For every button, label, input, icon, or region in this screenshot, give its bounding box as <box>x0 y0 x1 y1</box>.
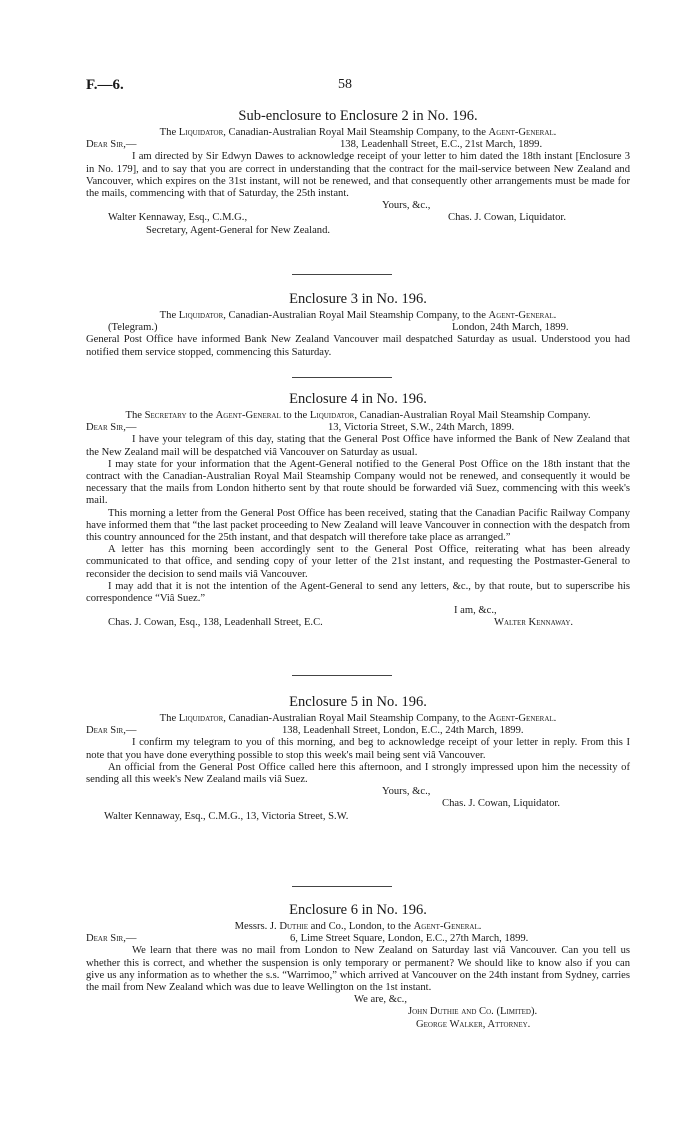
enclosure-3-title: Enclosure 3 in No. 196. <box>289 291 427 307</box>
salutation: Dear Sir,— <box>86 139 137 151</box>
addressee-line <box>86 617 630 629</box>
signature: Chas. J. Cowan, Liquidator. <box>442 798 560 810</box>
sub-enclosure-section <box>86 108 630 237</box>
address-date: 138, Leadenhall Street, London, E.C., 24th March, 1899. <box>282 725 524 737</box>
telegram-body: General Post Office have informed Bank New Zealand Vancouver mail despatched Saturday as usual. Understood you had notified them service stopped, commencing this Saturday. <box>86 334 630 358</box>
closing: We are, &c., <box>354 994 407 1006</box>
page-number: 58 <box>338 77 352 92</box>
caption-via: Agent-General <box>215 410 281 421</box>
addressee: Walter Kennaway, Esq., C.M.G., 13, Victoria Street, S.W. <box>104 810 349 822</box>
caption-to: Agent-General <box>488 127 554 138</box>
enclosure-6-title: Enclosure 6 in No. 196. <box>289 902 427 918</box>
caption-text: to the <box>186 410 216 421</box>
section-divider <box>292 675 392 676</box>
telegram-label: (Telegram.) <box>108 322 158 334</box>
caption-from: Liquidator <box>178 713 224 724</box>
letter-paragraph-1: I have your telegram of this day, stating that the General Post Office have informed the Bank of New Zealand that the New Zealand mail will be despatched viâ Vancouver on Saturday as usual. <box>86 434 630 458</box>
closing-line <box>86 994 630 1006</box>
signature-line <box>86 798 630 810</box>
addressee-line <box>86 811 630 823</box>
addressee: Chas. J. Cowan, Esq., 138, Leadenhall Street, E.C. <box>108 617 323 629</box>
signature-attorney: George Walker, Attorney. <box>416 1018 531 1030</box>
signature-line-2 <box>86 1019 630 1031</box>
caption-text: . <box>478 921 482 932</box>
addressee-title: Secretary, Agent-General for New Zealand. <box>146 224 331 236</box>
address-date: 138, Leadenhall Street, E.C., 21st March, 1899. <box>340 139 543 151</box>
caption-text: , Canadian-Australian Royal Mail Steamship Company, to the <box>223 127 489 138</box>
address-date: 13, Victoria Street, S.W., 24th March, 1899. <box>328 422 515 434</box>
enclosure-3-caption <box>86 310 630 322</box>
caption-to: Agent-General <box>413 921 479 932</box>
letter-paragraph-1: I confirm my telegram to you of this morning, and beg to acknowledge receipt of your letter in reply. From this I note that you have done everything possible to stop this week's mail being sent viâ Vancouver. <box>86 737 630 761</box>
salutation: Dear Sir,— <box>86 725 137 737</box>
signature-line <box>86 1006 630 1018</box>
closing-line <box>86 786 630 798</box>
caption-from: Liquidator <box>178 310 224 321</box>
enclosure-4-title: Enclosure 4 in No. 196. <box>289 391 427 407</box>
closing: I am, &c., <box>454 605 497 617</box>
caption-text: . <box>553 713 557 724</box>
caption-text: Messrs. <box>234 921 270 932</box>
letter-body: We learn that there was no mail from London to New Zealand on Saturday last viâ Vancouver. Can you tell us whether this is correct, and whether the suspension is only temporary or permanent? We should like to know also if you can give us any information as to whether the s.s. “Warrimoo,” which arrived at Vancouver on the 24th instant from Sydney, carries the mail from New Zealand which was due to leave Wellington on the 1st instant. <box>86 945 630 993</box>
sub-enclosure-title: Sub-enclosure to Enclosure 2 in No. 196. <box>238 108 478 124</box>
letter-paragraph-3: This morning a letter from the General Post Office has been received, stating that the Canadian Pacific Railway Company have informed them that “the last packet proceeding to New Zealand will leave Vancouver in connection with the despatch from this country announced for the 25th instant, and that despatch will therefore take place as arranged.” <box>86 507 630 544</box>
letter-paragraph-5: I may add that it is not the intention of the Agent-General to send any letters, &c., by that route, but to superscribe his correspondence “Viâ Suez.” <box>86 580 630 605</box>
caption-to: Agent-General <box>488 713 554 724</box>
page-reference: F.—6. <box>86 77 124 93</box>
letter-heading <box>86 422 630 434</box>
caption-text: , Canadian-Australian Royal Mail Steamship Company, to the <box>223 713 489 724</box>
enclosure-5-section <box>86 694 630 823</box>
addressee: Walter Kennaway, Esq., C.M.G., <box>108 212 248 224</box>
letter-body: I am directed by Sir Edwyn Dawes to acknowledge receipt of your letter to him dated the 18th instant [Enclosure 3 in No. 179], and to say that you are correct in understanding that the contract for the mail-service between New Zealand and Vancouver, which expires on the 31st instant, will not be renewed, and that consequently other arrangements must be made for the mails, commencing with that of Saturday, the 25th instant. <box>86 151 630 199</box>
caption-text: and Co., London, to the <box>308 921 414 932</box>
sub-enclosure-caption <box>86 127 630 139</box>
closing-line <box>86 200 630 212</box>
address-date: 6, Lime Street Square, London, E.C., 27th March, 1899. <box>290 933 529 945</box>
enclosure-4-caption <box>86 410 630 422</box>
place-date: London, 24th March, 1899. <box>452 322 569 334</box>
letter-paragraph-2: An official from the General Post Office called here this afternoon, and I strongly impressed upon him the necessity of sending all this week's New Zealand mails viâ Suez. <box>86 761 630 785</box>
caption-to: Liquidator <box>309 410 355 421</box>
closing: Yours, &c., <box>382 200 431 212</box>
caption-text: , Canadian-Australian Royal Mail Steamship Company, to the <box>223 310 489 321</box>
caption-text: The <box>125 410 145 421</box>
closing-line <box>86 605 630 617</box>
caption-text: The <box>159 310 179 321</box>
enclosure-3-section <box>86 291 630 359</box>
enclosure-6-section <box>86 902 630 1031</box>
enclosure-5-caption <box>86 713 630 725</box>
caption-text: The <box>159 713 179 724</box>
salutation: Dear Sir,— <box>86 422 137 434</box>
salutation: Dear Sir,— <box>86 933 137 945</box>
letter-paragraph-2: I may state for your information that the Agent-General notified to the General Post Office on the 18th instant that the contract with the Canadian-Australian Royal Mail Steamship Company would not be renewed, and consequently it would be necessary that the mails from London hitherto sent by that route should be forwarded viâ Suez, commencing with this week's mail. <box>86 458 630 507</box>
signature: Walter Kennaway. <box>494 617 574 629</box>
caption-from: J. Duthie <box>269 921 308 932</box>
closing: Yours, &c., <box>382 786 431 798</box>
signature: John Duthie and Co. (Limited). <box>408 1006 538 1018</box>
caption-text: , Canadian-Australian Royal Mail Steamship Company. <box>354 410 591 421</box>
caption-to: Agent-General <box>488 310 554 321</box>
letter-heading <box>86 933 630 945</box>
section-divider <box>292 274 392 275</box>
caption-text: to the <box>280 410 310 421</box>
enclosure-4-section <box>86 391 630 630</box>
telegram-heading <box>86 322 630 334</box>
letter-heading <box>86 725 630 737</box>
signature: Chas. J. Cowan, Liquidator. <box>448 212 566 224</box>
letter-paragraph-4: A letter has this morning been accordingly sent to the General Post Office, reiterating what has been already communicated to that office, and sending copy of your letter of the 21st instant, and requesting the Postmaster-General to reconsider the decision to send mails viâ Vancouver. <box>86 544 630 580</box>
caption-text: . <box>553 127 557 138</box>
caption-from: Secretary <box>144 410 187 421</box>
caption-from: Liquidator <box>178 127 224 138</box>
enclosure-5-title: Enclosure 5 in No. 196. <box>289 694 427 710</box>
caption-text: The <box>159 127 179 138</box>
caption-text: . <box>553 310 557 321</box>
addressee-line-2 <box>86 225 630 237</box>
enclosure-6-caption <box>86 921 630 933</box>
letter-heading <box>86 139 630 151</box>
section-divider <box>292 377 392 378</box>
addressee-line <box>86 212 630 224</box>
section-divider <box>292 886 392 887</box>
